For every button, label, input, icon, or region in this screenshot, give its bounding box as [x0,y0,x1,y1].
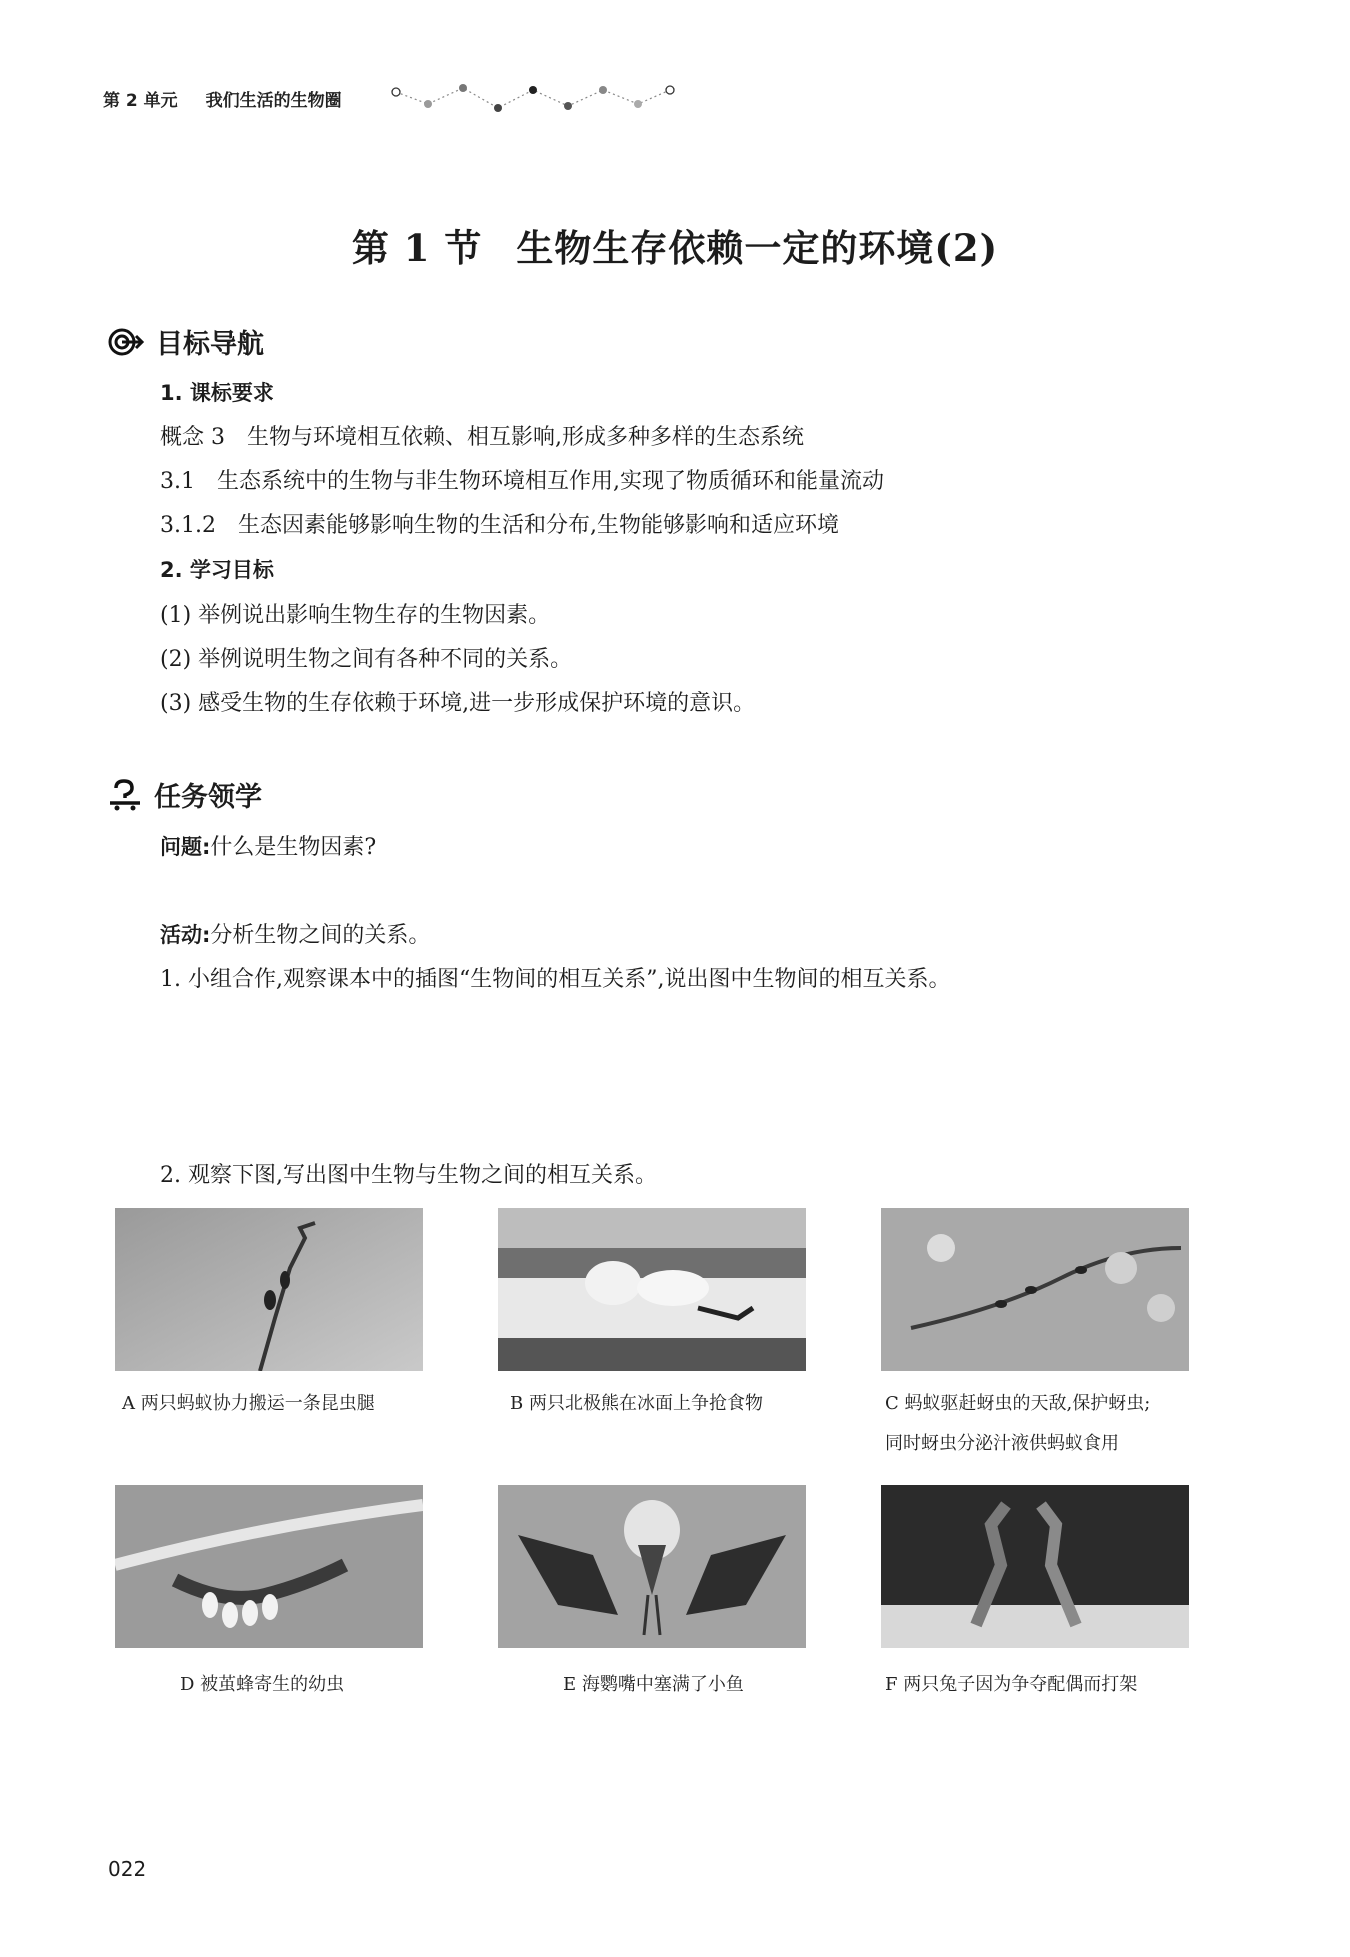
caption-c: C 蚂蚁驱赶蚜虫的天敌,保护蚜虫; [885,1393,1151,1414]
ants-aphids-photo-image [881,1208,1189,1371]
caption-d: D 被茧蜂寄生的幼虫 [180,1674,345,1695]
caption-f: F 两只兔子因为争夺配偶而打架 [885,1674,1138,1695]
unit-label: 第 2 单元 [103,91,178,111]
activity-label: 活动: [160,923,211,947]
photo-polar-bears [498,1208,806,1371]
page-number: 022 [108,1857,147,1881]
photo-puffin [498,1485,806,1648]
page-title [0,218,1350,272]
goal-item: (2) 举例说明生物之间有各种不同的关系。 [160,647,573,672]
puffin-photo-image [498,1485,806,1648]
photo-parasitized-larva [115,1485,423,1648]
question-line [160,830,376,861]
rabbits-photo-image [881,1485,1189,1648]
photo-ants [115,1208,423,1371]
photo-ants-aphids [881,1208,1189,1371]
activity-text: 分析生物之间的关系。 [210,923,431,948]
caption-c-line2: 同时蚜虫分泌汁液供蚂蚁食用 [885,1433,1119,1454]
goals-title: 2. 学习目标 [160,558,274,582]
activity-step-1: 1. 小组合作,观察课本中的插图“生物间的相互关系”,说出图中生物间的相互关系。 [160,967,951,992]
larva-photo-image [115,1485,423,1648]
caption-e: E 海鹦嘴中塞满了小鱼 [563,1674,744,1695]
decorative-dots-icon [388,82,688,116]
target-nav-title: 目标导航 [156,329,264,360]
caption-b: B 两只北极熊在冰面上争抢食物 [510,1393,763,1414]
curriculum-title: 1. 课标要求 [160,381,274,405]
question-person-icon [108,779,144,811]
task-title: 任务领学 [154,782,262,813]
caption-a: A 两只蚂蚁协力搬运一条昆虫腿 [122,1393,375,1414]
ants-photo-image [115,1208,423,1371]
target-icon [108,327,146,357]
question-label: 问题: [160,835,211,859]
unit-title: 我们生活的生物圈 [205,91,342,111]
curriculum-item: 3.1.2 生态因素能够影响生物的生活和分布,生物能够影响和适应环境 [160,513,839,538]
activity-step-2: 2. 观察下图,写出图中生物与生物之间的相互关系。 [160,1163,657,1188]
polar-bears-photo-image [498,1208,806,1371]
section-name: 生物生存依赖一定的环境(2) [516,226,999,270]
photo-rabbits [881,1485,1189,1648]
activity-line [160,918,430,949]
goal-item: (1) 举例说出影响生物生存的生物因素。 [160,603,551,628]
goal-item: (3) 感受生物的生存依赖于环境,进一步形成保护环境的意识。 [160,691,756,716]
curriculum-item: 3.1 生态系统中的生物与非生物环境相互作用,实现了物质循环和能量流动 [160,469,884,494]
target-nav-heading [108,322,264,361]
unit-header [103,86,342,111]
question-text: 什么是生物因素? [210,835,377,860]
section-number: 第 1 节 [351,226,483,270]
task-heading [108,775,262,814]
curriculum-item: 概念 3 生物与环境相互依赖、相互影响,形成多种多样的生态系统 [160,425,804,450]
